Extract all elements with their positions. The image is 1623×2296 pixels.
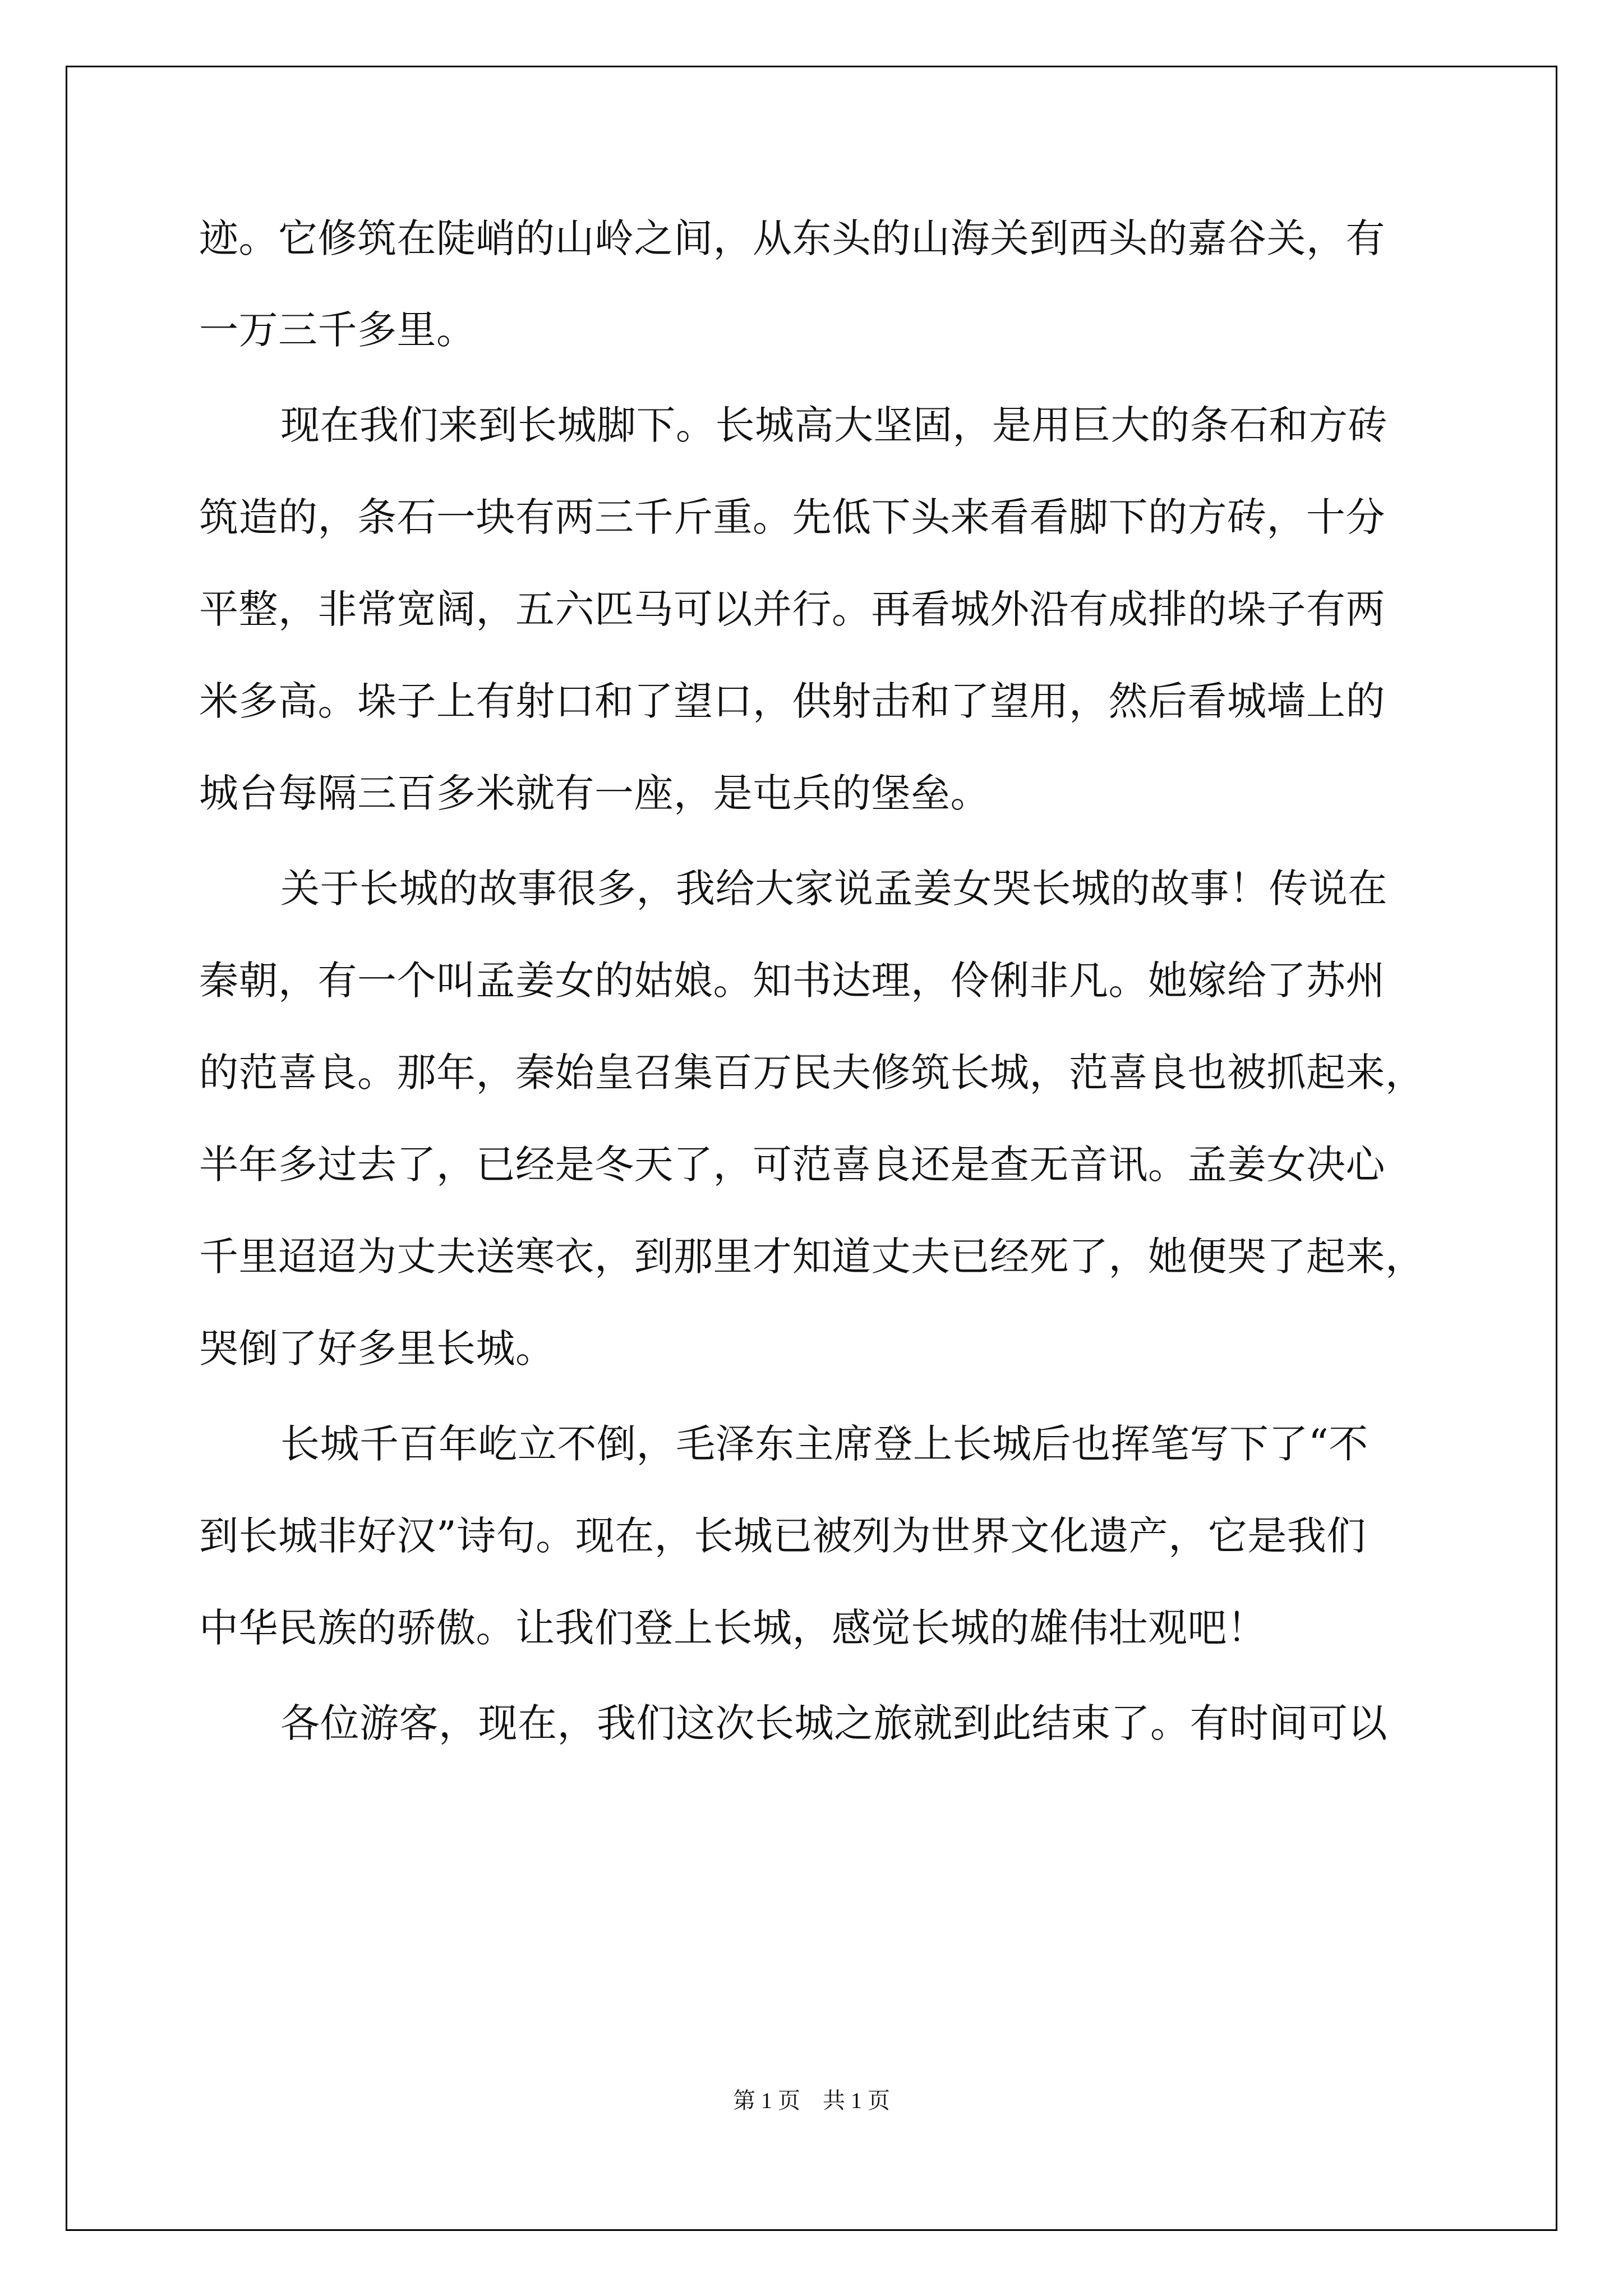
- paragraph-first-line: 关于长城的故事很多，我给大家说孟姜女哭长城的故事！传说在: [280, 866, 1387, 912]
- text-line: 平整，非常宽阔，五六匹马可以并行。再看城外沿有成排的垛子有两: [199, 586, 1385, 632]
- text-line: 筑造的，条石一块有两三千斤重。先低下头来看看脚下的方砖，十分: [199, 494, 1385, 540]
- page-number: 第 1 页 共 1 页: [733, 2088, 890, 2113]
- paragraph-first-line: 各位游客，现在，我们这次长城之旅就到此结束了。有时间可以: [280, 1700, 1387, 1746]
- text-line: 中华民族的骄傲。让我们登上长城，感觉长城的雄伟壮观吧！: [199, 1605, 1267, 1651]
- paragraph-first-line: 现在我们来到长城脚下。长城高大坚固，是用巨大的条石和方砖: [280, 402, 1387, 448]
- text-line: 米多高。垛子上有射口和了望口，供射击和了望用，然后看城墙上的: [199, 678, 1385, 724]
- page-footer: [0, 2084, 1623, 2118]
- text-line: 一万三千多里。: [199, 307, 476, 353]
- text-line: 秦朝，有一个叫孟姜女的姑娘。知书达理，伶俐非凡。她嫁给了苏州: [199, 958, 1385, 1004]
- text-line: 城台每隔三百多米就有一座，是屯兵的堡垒。: [199, 770, 990, 816]
- text-line: 迹。它修筑在陡峭的山岭之间，从东头的山海关到西头的嘉谷关，有: [199, 215, 1385, 261]
- text-line: 半年多过去了，已经是冬天了，可范喜良还是查无音讯。孟姜女决心: [199, 1142, 1385, 1188]
- text-line: 千里迢迢为丈夫送寒衣，到那里才知道丈夫已经死了，她便哭了起来，: [199, 1234, 1425, 1280]
- text-line: 哭倒了好多里长城。: [199, 1326, 555, 1372]
- text-line: 的范喜良。那年，秦始皇召集百万民夫修筑长城，范喜良也被抓起来，: [199, 1050, 1425, 1096]
- text-line: 到长城非好汉”诗句。现在，长城已被列为世界文化遗产，它是我们: [199, 1513, 1366, 1559]
- paragraph-first-line: 长城千百年屹立不倒，毛泽东主席登上长城后也挥笔写下了“不: [280, 1421, 1368, 1467]
